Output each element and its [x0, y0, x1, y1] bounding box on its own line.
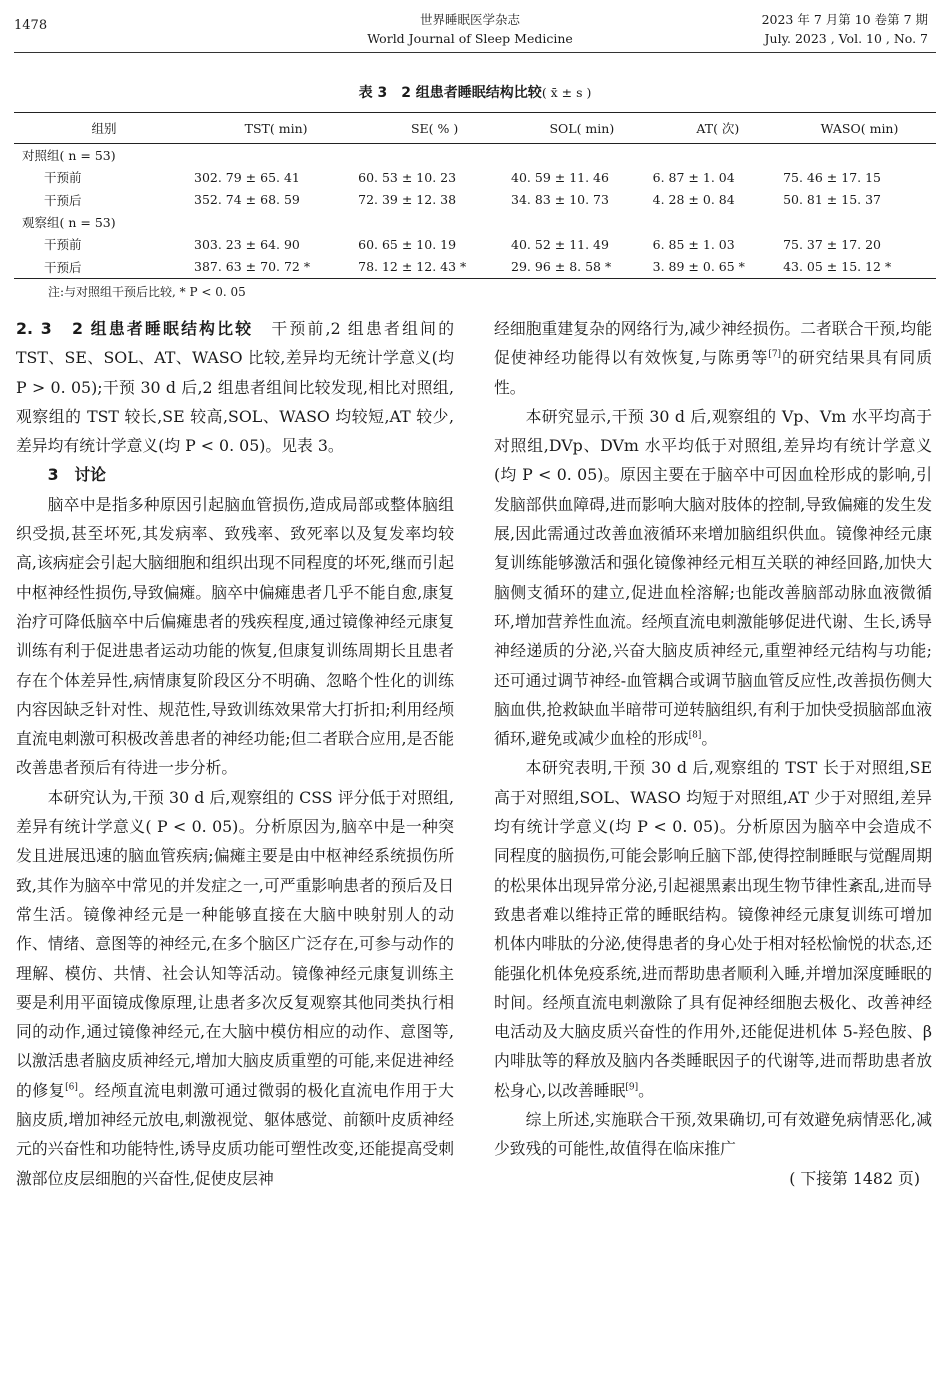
issue-info-en: July. 2023 , Vol. 10 , No. 7: [764, 31, 928, 46]
discussion-paragraph-4-text: 本研究表明,干预 30 d 后,观察组的 TST 长于对照组,SE 高于对照组,SOL、WASO 均短于对照组,AT 少于对照组,差异均有统计学意义(均 P < 0. 05)。分析原因为脑卒中会造成不同程度的脑损伤,可能会影响丘脑下部,使得控制睡眠与觉醒周期的松果体出现异常分泌,引起褪黑素出现生物节律性紊乱,进而导致患者难以维持正常的睡眠结构。镜像神经元康复训练可增加机体内啡肽的分泌,使得患者的身心处于相对轻松愉悦的状态,还能强化机体免疫系统,进而帮助患者顺利入睡,并增加深度睡眠的时间。经颅直流电刺激除了具有促神经细胞去极化、改善神经电活动及大脑皮质兴奋性的作用外,还能促进机体 5-羟色胺、β 内啡肽等的释放及脑内各类睡眠因子的代谢等,进而帮助患者放松身心,以改善睡眠: [494, 758, 932, 1100]
left-column: [16, 314, 454, 1193]
cell-waso: 75. 37 ± 17. 20: [783, 236, 881, 252]
cell-se: 60. 53 ± 10. 23: [358, 169, 457, 185]
discussion-paragraph-2: [16, 783, 454, 1193]
discussion-paragraph-2-continued: [494, 314, 932, 402]
discussion-paragraph-2-tail: 。经颅直流电刺激可通过微弱的极化直流电作用于大脑皮质,增加神经元放电,刺激视觉、躯体感觉、前额叶皮质神经元的兴奋性和功能特性,诱导皮质功能可塑性改变,还能提高受刺激部位皮层细胞的兴奋性,促使皮层神: [16, 1080, 454, 1188]
page-number: 1478: [14, 18, 48, 33]
cell-at: 3. 89 ± 0. 65 *: [653, 255, 783, 278]
cell-tst: 387. 63 ± 70. 72 *: [194, 255, 358, 278]
cell-at: 4. 28 ± 0. 84: [652, 192, 735, 208]
table-row: [14, 166, 936, 188]
table-row: [14, 255, 936, 278]
conclusion-paragraph: 综上所述,实施联合干预,效果确切,可有效避免病情恶化,减少致残的可能性,故值得在临床推广: [494, 1110, 932, 1159]
cell-waso: 50. 81 ± 15. 37: [783, 192, 881, 208]
section-3-heading: 3 讨论: [47, 465, 106, 485]
row-label: 干预后: [44, 192, 82, 208]
cell-at: 6. 85 ± 1. 03: [652, 236, 735, 252]
discussion-paragraph-4: [494, 753, 932, 1105]
journal-title: [340, 10, 600, 48]
discussion-paragraph-2-text: 本研究认为,干预 30 d 后,观察组的 CSS 评分低于对照组,差异有统计学意义( P < 0. 05)。分析原因为,脑卒中是一种突发且进展迅速的脑血管疾病;偏瘫主要是由中枢神经系统损伤所致,其作为脑卒中常见的并发症之一,可严重影响患者的预后及日常生活。镜像神经元是一种能够直接在大脑中映射别人的动作、情绪、意图等的神经元,在多个脑区广泛存在,可参与动作的理解、模仿、共情、社会认知等活动。镜像神经元康复训练主要是利用平面镜成像原理,让患者多次反复观察其他同类执行相同的动作,通过镜像神经元,在大脑中模仿相应的动作、意图等,以激活患者脑皮质神经元,增加大脑皮质重塑的可能,来促进神经的修复: [16, 787, 454, 1100]
col-header-tst: TST( min): [194, 113, 358, 144]
cell-tst: 352. 74 ± 68. 59: [194, 192, 300, 208]
table-note: 注:与对照组干预后比较, * P < 0. 05: [48, 285, 246, 299]
row-label: 干预前: [44, 170, 82, 186]
issue-info: [762, 10, 928, 48]
col-header-at: AT( 次): [653, 113, 783, 144]
citation-7: [7]: [768, 350, 782, 361]
col-header-group: 组别: [14, 113, 194, 144]
continued-tail: 的研究结果具有同质性。: [494, 348, 932, 397]
discussion-paragraph-4-tail: 。: [638, 1080, 654, 1100]
row-label: 干预前: [44, 237, 82, 253]
discussion-paragraph-3-tail: 。: [701, 729, 718, 749]
continued-on-page: ( 下接第 1482 页): [789, 1168, 920, 1188]
table-caption-stat: ( x̄ ± s ): [541, 85, 592, 100]
cell-sol: 29. 96 ± 8. 58 *: [511, 255, 653, 278]
table-group-row: [14, 211, 936, 233]
right-column: [494, 314, 932, 1193]
cell-waso: 75. 46 ± 17. 15: [783, 169, 881, 185]
col-header-waso: WASO( min): [783, 113, 936, 144]
group-label-control: 对照组( n = 53): [22, 148, 116, 164]
discussion-paragraph-1: 脑卒中是指多种原因引起脑血管损伤,造成局部或整体脑组织受损,甚至坏死,其发病率、致残率、致死率以及复发率均较高,该病症会引起大脑细胞和组织出现不同程度的坏死,继而引起中枢神经性损伤,导致偏瘫。脑卒中偏瘫患者几乎不能自愈,康复治疗可降低脑卒中后偏瘫患者的残疾程度,通过镜像神经元康复训练有利于促进患者运动功能的恢复,但康复训练周期长且患者存在个体差异性,病情康复阶段区分不明确、忽略个性化的训练内容因缺乏针对性、规范性,导致训练效果常大打折扣;利用经颅直流电刺激可积极改善患者的神经功能;但二者联合应用,是否能改善患者预后有待进一步分析。: [16, 494, 454, 778]
discussion-paragraph-3: [494, 402, 932, 754]
cell-se: 72. 39 ± 12. 38: [358, 192, 457, 208]
section-2-3: [16, 314, 454, 460]
cell-sol: 40. 52 ± 11. 49: [511, 236, 609, 252]
group-label-observation: 观察组( n = 53): [22, 215, 116, 231]
cell-se: 78. 12 ± 12. 43 *: [358, 255, 511, 278]
journal-title-cn: 世界睡眠医学杂志: [419, 12, 520, 27]
header-rule: [14, 52, 936, 53]
discussion-paragraph-3-text: 本研究显示,干预 30 d 后,观察组的 Vp、Vm 水平均高于对照组,DVp、DVm 水平均低于对照组,差异均有统计学意义(均 P < 0. 05)。原因主要在于脑卒中可因血栓形成的影响,引发脑部供血障碍,进而影响大脑对肢体的控制,导致偏瘫的发生发展,因此需通过改善血液循环来增加脑组织供血。镜像神经元康复训练能够激活和强化镜像神经元相互关联的神经回路,加快大脑侧支循环的建立,促进血栓溶解;也能改善脑部动脉血液微循环,增加营养性血流。经颅直流电刺激能够促进代谢、生长,诱导神经递质的分泌,兴奋大脑皮质神经元,重塑神经元结构与功能;还可通过调节神经-血管耦合或调节脑血管反应性,改善损伤侧大脑血供,抢救缺血半暗带可逆转脑组织,有利于加快受损脑部血液循环,避免或减少血栓的形成: [494, 406, 932, 749]
sleep-structure-table: [14, 112, 936, 279]
table-row: [14, 189, 936, 211]
row-label: 干预后: [14, 255, 194, 278]
table-row: [14, 233, 936, 255]
citation-6: [6]: [65, 1082, 78, 1093]
cell-se: 60. 65 ± 10. 19: [358, 236, 457, 252]
table-caption: [0, 82, 950, 102]
journal-title-en: World Journal of Sleep Medicine: [367, 31, 573, 46]
table-group-row: [14, 144, 936, 167]
col-header-se: SE( % ): [358, 113, 511, 144]
continued-text: 经细胞重建复杂的网络行为,减少神经损伤。二者联合干预,均能促使神经功能得以有效恢复,与陈勇等: [494, 319, 932, 368]
section-2-3-heading: 2. 3 2 组患者睡眠结构比较: [16, 319, 254, 338]
col-header-sol: SOL( min): [511, 113, 653, 144]
table-header-row: [14, 113, 936, 144]
cell-waso: 43. 05 ± 15. 12 *: [783, 255, 936, 278]
citation-8: [8]: [688, 730, 702, 741]
table-caption-title: 表 3 2 组患者睡眠结构比较: [358, 85, 542, 101]
citation-9: [9]: [625, 1082, 639, 1093]
cell-tst: 302. 79 ± 65. 41: [194, 169, 300, 185]
section-2-3-text: 干预前,2 组患者组间的 TST、SE、SOL、AT、WASO 比较,差异均无统计学意义(均 P > 0. 05);干预 30 d 后,2 组患者组间比较发现,相比对照组,观察组的 TST 较长,SE 较高,SOL、WASO 均较短,AT 较少,差异均有统计学意义(均 P < 0. 05)。见表 3。: [16, 319, 454, 456]
cell-tst: 303. 23 ± 64. 90: [194, 236, 300, 252]
cell-sol: 34. 83 ± 10. 73: [511, 192, 609, 208]
cell-at: 6. 87 ± 1. 04: [652, 169, 735, 185]
issue-info-cn: 2023 年 7 月第 10 卷第 7 期: [761, 12, 928, 27]
cell-sol: 40. 59 ± 11. 46: [511, 169, 609, 185]
